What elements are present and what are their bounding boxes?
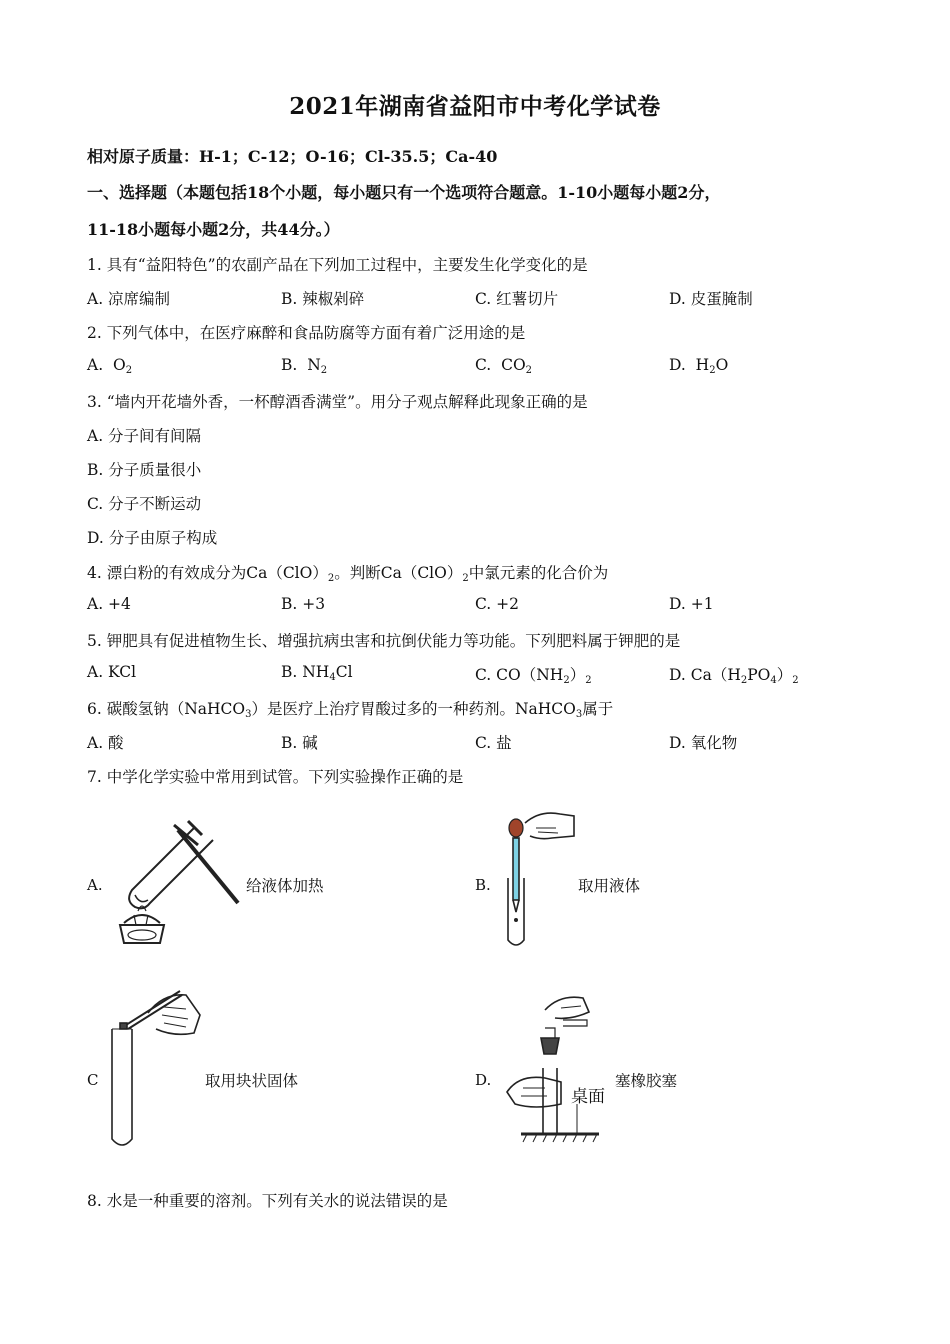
q7-figure-d-caption: 塞橡胶塞: [615, 1072, 678, 1090]
stopper-test-tube-figure: [505, 992, 605, 1152]
q4-stem-part1: 4. 漂白粉的有效成分为Ca（ClO）: [87, 564, 328, 582]
q5-option-d: [669, 663, 799, 686]
tweezers-test-tube-figure: [108, 985, 203, 1150]
q5-d-part2: PO: [747, 666, 771, 684]
question-2-stem: 2. 下列气体中，在医疗麻醉和食品防腐等方面有着广泛用途的是: [87, 324, 526, 342]
q6-option-d: D. 氧化物: [669, 734, 738, 752]
q2-a-letter: A.: [87, 356, 104, 374]
q5-c-part1: C. CO（NH: [475, 666, 564, 684]
q2-b-letter: B.: [281, 356, 298, 374]
q7-figure-a-caption: 给液体加热: [246, 877, 324, 895]
q3-option-b: B. 分子质量很小: [87, 461, 202, 479]
q6-stem-sub2: 3: [575, 709, 583, 720]
q3-option-c: C. 分子不断运动: [87, 495, 202, 513]
question-5-stem: 5. 钾肥具有促进植物生长、增强抗病虫害和抗倒伏能力等功能。下列肥料属于钾肥的是: [87, 632, 681, 650]
q4-stem-part3: 中氯元素的化合价为: [468, 564, 609, 582]
q5-option-a: A. KCl: [87, 663, 137, 681]
q5-d-part3: ）: [776, 666, 793, 684]
q2-a-formula: O: [112, 356, 126, 374]
q2-c-sub: 2: [525, 365, 533, 376]
dropper-test-tube-figure: [500, 808, 580, 950]
q5-d-sub1: 2: [740, 675, 748, 686]
question-1-stem: 1. 具有“益阳特色”的农副产品在下列加工过程中，主要发生化学变化的是: [87, 256, 588, 274]
question-6-stem: [87, 697, 613, 720]
question-7-stem: 7. 中学化学实验中常用到试管。下列实验操作正确的是: [87, 768, 464, 786]
q5-d-sub3: 2: [792, 675, 799, 686]
q6-option-a: A. 酸: [87, 734, 124, 752]
q5-c-sub1: 2: [563, 675, 570, 686]
q3-option-d: D. 分子由原子构成: [87, 529, 218, 547]
q2-d-sub: 2: [709, 365, 716, 376]
q4-option-c: C. +2: [475, 595, 520, 613]
atomic-mass-line: 相对原子质量：H-1；C-12；O-16；Cl-35.5；Ca-40: [87, 147, 498, 166]
q4-stem-part2: 。判断Ca（ClO）: [334, 564, 463, 582]
q7-figure-b-caption: 取用液体: [578, 877, 641, 895]
q6-option-c: C. 盐: [475, 734, 512, 752]
q1-option-c: C. 红薯切片: [475, 290, 559, 308]
q4-stem-sub2: 2: [462, 573, 469, 584]
q6-stem-sub1: 3: [245, 709, 252, 720]
q6-stem-part2: ）是医疗上治疗胃酸过多的一种药剂。NaHCO: [251, 700, 576, 718]
q1-option-d: D. 皮蛋腌制: [669, 290, 753, 308]
q5-option-c: [475, 663, 592, 686]
question-8-stem: 8. 水是一种重要的溶剂。下列有关水的说法错误的是: [87, 1192, 448, 1210]
section-heading-line2: 11-18小题每小题2分，共44分。）: [87, 220, 340, 239]
q2-option-a: [87, 356, 132, 376]
page-title: 2021年湖南省益阳市中考化学试卷: [289, 93, 661, 120]
q2-c-formula: CO: [501, 356, 526, 374]
q5-d-part1: D. Ca（H: [669, 666, 741, 684]
q6-stem-part1: 6. 碳酸氢钠（NaHCO: [87, 700, 246, 718]
q1-option-b: B. 辣椒剁碎: [281, 290, 365, 308]
q2-b-sub: 2: [320, 365, 328, 376]
q5-b-part2: Cl: [335, 663, 353, 681]
q2-option-b: [281, 356, 327, 376]
q2-d-formula-tail: O: [715, 356, 729, 374]
q5-b-part1: B. NH: [281, 663, 330, 681]
question-4-stem: [87, 561, 608, 584]
q7-figure-b-label: B.: [475, 876, 491, 894]
heating-test-tube-figure: [110, 815, 245, 950]
q2-option-d: [669, 356, 728, 376]
q3-option-a: A. 分子间有间隔: [87, 427, 202, 445]
q5-c-part2: ）: [569, 666, 586, 684]
q2-b-formula: N: [307, 356, 321, 374]
section-heading-line1: 一、选择题（本题包括18个小题，每小题只有一个选项符合题意。1-10小题每小题2分，: [87, 183, 721, 202]
q4-option-d: D. +1: [669, 595, 714, 613]
q2-d-letter: D.: [669, 356, 686, 374]
q7-figure-d-desk-label: 桌面: [571, 1087, 605, 1107]
q4-option-a: A. +4: [87, 595, 131, 613]
q2-a-sub: 2: [125, 365, 133, 376]
q7-figure-d-label: D.: [475, 1071, 492, 1089]
q5-option-b: [281, 663, 353, 683]
q7-figure-a-label: A.: [87, 876, 103, 894]
q2-c-letter: C.: [475, 356, 492, 374]
question-3-stem: 3. “墙内开花墙外香，一杯醇酒香满堂”。用分子观点解释此现象正确的是: [87, 393, 588, 411]
q2-option-c: [475, 356, 532, 376]
q4-stem-sub1: 2: [327, 573, 335, 584]
q6-option-b: B. 碱: [281, 734, 318, 752]
q1-option-a: A. 凉席编制: [87, 290, 171, 308]
q5-d-sub2: 4: [770, 675, 777, 686]
q7-figure-c-label: C: [87, 1071, 99, 1089]
q2-d-formula: H: [695, 356, 710, 374]
q4-option-b: B. +3: [281, 595, 326, 613]
q5-c-sub2: 2: [585, 675, 592, 686]
q6-stem-part3: 属于: [582, 700, 614, 718]
q5-b-sub: 4: [329, 672, 336, 683]
q7-figure-c-caption: 取用块状固体: [205, 1072, 299, 1090]
